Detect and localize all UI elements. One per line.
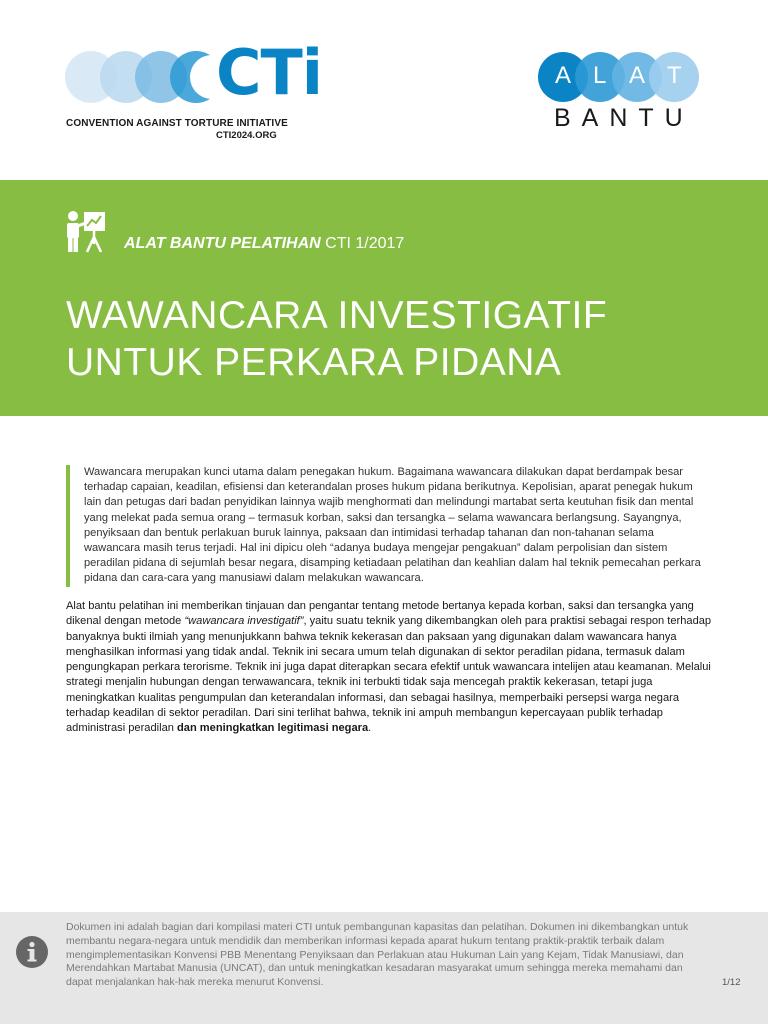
cti-logo-circles [64, 50, 234, 104]
alat-letter-4: T [667, 62, 682, 89]
alat-letter-2: L [593, 62, 607, 89]
series-label-bold: ALAT BANTU PELATIHAN [124, 235, 321, 252]
main-text-end: . [368, 722, 372, 735]
cti-logo [64, 36, 323, 141]
intro-paragraph: Wawancara merupakan kunci utama dalam penegakan hukum. Bagaimana wawancara dilakukan dapat berdampak besar terhadap capaian, keadilan, efisiensi dan keterandalan proses hukum pidana berikutnya. Kepolisian, aparat penegak hukum lain dan petugas dari badan penyidikan lainnya wajib menghormati dan melindungi martabat serta keutuhan fisik dan mental yang melekat pada semua orang – termasuk korban, saksi dan tersangka – selama wawancara berlangsung. Sayangnya, penyiksaan dan bentuk perlakuan buruk lainnya, paksaan dan intimidasi terhadap tahanan dan non-tahanan selama wawancara masih terus terjadi. Hal ini dipicu oleh “adanya budaya mengejar pengakuan” dalam perpolisian dan sistem peradilan pidana di sejumlah besar negara, disamping ketiadaan pelatihan dan keahlian dalam hal teknik pemecahan perkara pidana dan cara-cara yang manusiawi dalam melakukan wawancara. [66, 465, 708, 587]
alat-bantu-logo [536, 52, 706, 132]
main-text-part-2: , yaitu suatu teknik yang dikembangkan oleh para praktisi sebagai respon terhadap banyaknya bukti ilmiah yang menunjukkann bahwa teknik kekerasan dan paksaan yang digunakan dalam wawancara hanya menghasilkan informasi yang tidak andal. Teknik ini secara umum telah digunakan di sektor peradilan pidana, termasuk dalam pengungkapan perkara terorisme. Teknik ini juga dapat diterapkan secara efektif untuk wawancara intelijen atau keamanan. Melalui strategi menjalin hubungan dengan terwawancara, teknik ini terbukti tidak saja mencegah praktik kekerasan, tetapi juga meningkatkan kualitas pengumpulan dan keterandalan informasi, dan sebagai hasilnya, memperbaiki persepsi warga negara terhadap keadilan di sektor peradilan. Dari sini terlihat bahwa, teknik ini ampuh membangun kepercayaan publik terhadap administrasi peradilan [66, 615, 712, 735]
series-code: CTI 1/2017 [320, 235, 405, 252]
page-title-line-1: WAWANCARA INVESTIGATIF [66, 294, 608, 337]
page-header [0, 0, 768, 180]
main-paragraph [66, 599, 716, 737]
series-label [124, 235, 404, 253]
cti-tagline: CONVENTION AGAINST TORTURE INITIATIVE [66, 118, 288, 129]
bantu-wordmark: BANTU [554, 104, 694, 132]
main-text-bold: dan meningkatkan legitimasi negara [177, 722, 369, 735]
alat-letter-3: A [629, 62, 646, 89]
main-text-italic: “wawancara investigatif” [184, 615, 304, 628]
cti-url: CTI2024.ORG [216, 130, 277, 141]
page-number: 1/12 [722, 977, 741, 988]
alat-letter-1: A [555, 62, 572, 89]
trainer-presentation-icon [66, 210, 106, 254]
info-icon [16, 936, 48, 968]
main-text-part-1: Alat bantu pelatihan ini memberikan tinjauan dan pengantar tentang metode bertanya kepada korban, saksi dan tersangka yang dikenal dengan metode [66, 600, 694, 628]
cti-wordmark: CTi [216, 36, 323, 109]
footer-disclaimer: Dokumen ini adalah bagian dari kompilasi materi CTI untuk pembangunan kapasitas dan pelatihan. Dokumen ini dikembangkan untuk membantu negara-negara untuk mendidik dan memberikan informasi kepada aparat hukum tentang praktik-praktik terbaik dalam mengimplementasikan Konvensi PBB Menentang Penyiksaan dan Perlakuan atau Hukuman Lain yang Kejam, Tidak Manusiawi, dan Merendahkan Martabat Manusia (UNCAT), dan untuk meningkatkan kesadaran masyarakat umum sehingga mereka memahami dan dapat menjalankan hak-hak mereka menurut Konvensi. [66, 921, 689, 989]
page-title-line-2: UNTUK PERKARA PIDANA [66, 341, 562, 384]
page-title [66, 292, 607, 386]
